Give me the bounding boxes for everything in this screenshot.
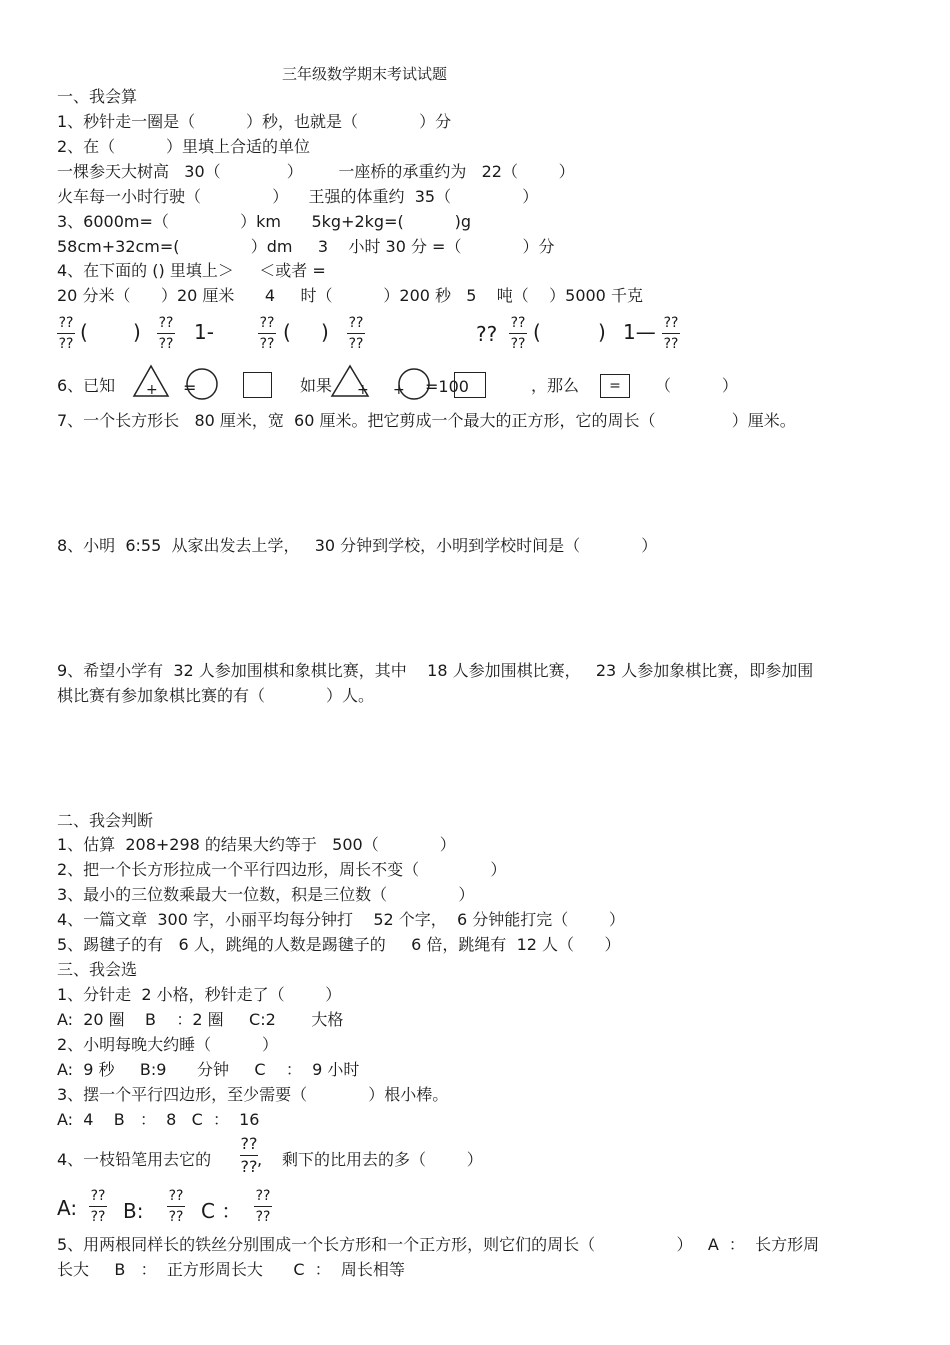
then-text: ，那么	[531, 376, 580, 395]
section-heading-2: 二、我会判断	[57, 811, 154, 830]
question-1-3b: 58cm+32cm=( ）dm 3 小时 30 分 =（ ）分	[57, 237, 555, 256]
fraction: ?? ??	[259, 315, 275, 352]
square-shape	[600, 374, 630, 398]
judge-item: 1、估算 208+298 的结果大约等于 500（ ）	[57, 835, 456, 854]
page-title: 三年级数学期末考试试题	[282, 65, 448, 83]
option-c-label: C ：	[201, 1199, 242, 1223]
section-heading-1: 一、我会算	[57, 87, 138, 106]
judge-item: 2、把一个长方形拉成一个平行四边形，周长不变（ ）	[57, 860, 507, 879]
judge-item: 3、最小的三位数乘最大一位数，积是三位数（ ）	[57, 885, 475, 904]
circle-shape	[184, 367, 220, 401]
judge-item: 5、踢毽子的有 6 人，跳绳的人数是踢毽子的 6 倍，跳绳有 12 人（ ）	[57, 935, 621, 954]
choice-options-1: A: 20 圈 B ：2 圈 C:2 大格	[57, 1010, 344, 1029]
square-shape	[243, 372, 272, 398]
fraction: ?? ??	[663, 315, 679, 352]
equals-sign: =	[609, 378, 621, 394]
fraction: ?? ??	[348, 315, 364, 352]
option-a-label: A:	[57, 1196, 78, 1220]
paren-open: (	[283, 320, 291, 344]
choice-question-2: 2、小明每晚大约睡（ ）	[57, 1035, 279, 1054]
choice-question-5b: 长大 B ： 正方形周长大 C ： 周长相等	[57, 1260, 405, 1279]
equals-hundred: =100	[425, 377, 469, 396]
paren-open: (	[533, 320, 541, 344]
one-minus-text: 1-	[194, 320, 214, 344]
section-heading-3: 三、我会选	[57, 960, 138, 979]
choice-question-4-suffix: 剩下的比用去的多（ ）	[282, 1150, 483, 1169]
question-1-4a: 20 分米（ ）20 厘米 4 时（ ）200 秒 5 吨（ ）5000 千克	[57, 286, 643, 305]
question-1-1: 1、秒针走一圈是（ ）秒，也就是（ ）分	[57, 112, 452, 131]
paren-close: )	[598, 320, 606, 344]
plus-sign: +	[357, 382, 369, 398]
fraction: ?? ??	[255, 1188, 271, 1225]
question-1-2a: 一棵参天大树高 30（ ） 一座桥的承重约为 22（ ）	[57, 162, 575, 181]
option-b-label: B:	[123, 1199, 144, 1223]
question-1-8: 8、小明 6:55 从家出发去上学， 30 分钟到学校，小明到学校时间是（ ）	[57, 536, 658, 555]
answer-blank: （ ）	[655, 376, 738, 395]
choice-options-3: A: 4 B ： 8 C ： 16	[57, 1110, 260, 1129]
question-1-3a: 3、6000m=（ ）km 5kg+2kg=( )g	[57, 212, 471, 231]
fraction: ?? ??	[90, 1188, 106, 1225]
question-1-2: 2、在（ ）里填上合适的单位	[57, 137, 311, 156]
plus-sign: +	[393, 382, 405, 398]
fraction: ?? ??	[58, 315, 74, 352]
comma-text: ,	[257, 1150, 263, 1169]
placeholder-text: ??	[476, 322, 498, 346]
paren-open: (	[80, 320, 88, 344]
choice-question-4-prefix: 4、一枝铅笔用去它的	[57, 1150, 212, 1169]
choice-question-5a: 5、用两根同样长的铁丝分别围成一个长方形和一个正方形，则它们的周长（ ） A ： 长方形周	[57, 1235, 820, 1254]
question-1-4: 4、在下面的 () 里填上＞ ＜或者 =	[57, 261, 326, 280]
question-1-6-prefix: 6、已知	[57, 376, 116, 395]
one-dash-text: 1—	[623, 320, 656, 344]
fraction: ?? ??	[168, 1188, 184, 1225]
equals-sign: =	[183, 378, 197, 397]
paren-close: )	[133, 320, 141, 344]
question-1-9b: 棋比赛有参加象棋比赛的有（ ）人。	[57, 686, 375, 705]
question-1-7: 7、一个长方形长 80 厘米，宽 60 厘米。把它剪成一个最大的正方形，它的周长（ ）厘米。	[57, 411, 796, 430]
if-text: 如果	[300, 376, 333, 395]
question-1-2b: 火车每一小时行驶（ ） 王强的体重约 35（ ）	[57, 187, 539, 206]
choice-options-2: A: 9 秒 B:9 分钟 C ： 9 小时	[57, 1060, 360, 1079]
judge-item: 4、一篇文章 300 字，小丽平均每分钟打 52 个字， 6 分钟能打完（ ）	[57, 910, 625, 929]
question-1-9a: 9、希望小学有 32 人参加围棋和象棋比赛，其中 18 人参加围棋比赛， 23 人参加象棋比赛，即参加围	[57, 661, 814, 680]
plus-sign: +	[146, 382, 158, 398]
square-shape	[454, 372, 486, 398]
paren-close: )	[321, 320, 329, 344]
fraction: ?? ??	[158, 315, 174, 352]
fraction: ?? ??	[510, 315, 526, 352]
choice-question-1: 1、分针走 2 小格，秒针走了（ ）	[57, 985, 342, 1004]
choice-question-3: 3、摆一个平行四边形，至少需要（ ）根小棒。	[57, 1085, 449, 1104]
fraction: ?? ??	[240, 1134, 258, 1176]
